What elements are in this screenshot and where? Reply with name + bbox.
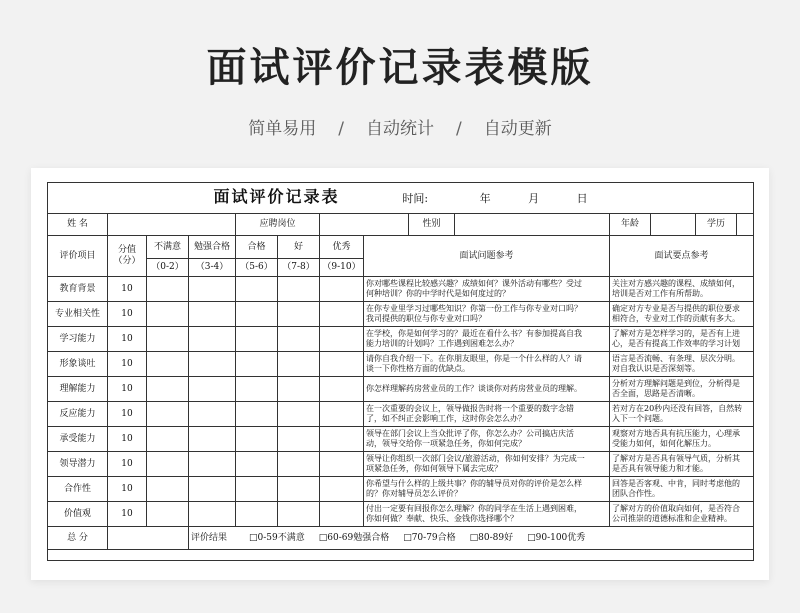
text-line: 受能力如何，如何化解压力。: [612, 439, 716, 448]
rating-cell-good[interactable]: [278, 377, 320, 402]
item-name: 合作性: [48, 477, 108, 502]
text-line: 你如何做？奉献、快乐、金钱你选择哪个？: [366, 514, 518, 523]
item-question: [364, 402, 610, 427]
table-row: [48, 452, 754, 477]
rating-cell-unsatisfied[interactable]: [147, 427, 189, 452]
table-row: [48, 352, 754, 377]
item-points: [610, 477, 754, 502]
text-line: 分析对方理解问题是到位，分析得是: [612, 379, 740, 388]
table-row: [48, 427, 754, 452]
header-level: 优秀: [320, 236, 364, 259]
text-line: 我司提供的职位与你专业对口吗？: [366, 314, 486, 323]
rating-cell-qualified[interactable]: [236, 502, 278, 527]
item-score: 10: [108, 352, 147, 377]
form-sheet: [31, 168, 769, 580]
item-score: 10: [108, 277, 147, 302]
header-item: 评价项目: [48, 236, 108, 277]
item-name: 承受能力: [48, 427, 108, 452]
rating-cell-excellent[interactable]: [320, 302, 364, 327]
item-score: 10: [108, 477, 147, 502]
text-line: 公司推崇的道德标准和企业精神。: [612, 514, 732, 523]
page-title: 面试评价记录表模版: [206, 45, 594, 91]
text-line: 何种培训？你的中学时代是如何度过的？: [366, 289, 510, 298]
item-points: [610, 352, 754, 377]
rating-cell-qualified[interactable]: [236, 302, 278, 327]
result-cell: [189, 527, 754, 550]
item-question: [364, 427, 610, 452]
rating-cell-unsatisfied[interactable]: [147, 402, 189, 427]
item-question: [364, 377, 610, 402]
table-row: [48, 377, 754, 402]
rating-cell-barely[interactable]: [189, 502, 236, 527]
result-checkbox[interactable]: □70-79合格: [403, 532, 456, 543]
item-score: 10: [108, 377, 147, 402]
rating-cell-barely[interactable]: [189, 277, 236, 302]
text-line: 确定对方专业是否与提供的职位要求: [612, 304, 740, 313]
feature-tag: 简单易用: [248, 119, 317, 139]
header-level: 不满意: [147, 236, 189, 259]
name-input[interactable]: [108, 214, 236, 236]
text-line: 你希望与什么样的上级共事？你的辅导员对你的评价是怎么样: [366, 479, 582, 488]
item-score: 10: [108, 502, 147, 527]
header-score: 分值（分）: [108, 236, 147, 277]
text-line: 相符合，专业对工作的贡献有多大。: [612, 314, 740, 323]
result-checkbox[interactable]: □90-100优秀: [527, 532, 586, 543]
text-line: 关注对方感兴趣的课程、成绩如何，: [612, 279, 740, 288]
text-line: 项紧急任务，你如何领导下属去完成？: [366, 464, 502, 473]
text-line: 了解对方是怎样学习的，是否有上进: [612, 329, 740, 338]
item-question: [364, 477, 610, 502]
rating-cell-good[interactable]: [278, 352, 320, 377]
rating-cell-barely[interactable]: [189, 327, 236, 352]
item-points: [610, 502, 754, 527]
rating-cell-barely[interactable]: [189, 302, 236, 327]
tag-separator: /: [456, 119, 462, 139]
item-name: 形象谈吐: [48, 352, 108, 377]
item-score: 10: [108, 402, 147, 427]
item-score: 10: [108, 327, 147, 352]
rating-cell-excellent[interactable]: [320, 352, 364, 377]
rating-cell-excellent[interactable]: [320, 277, 364, 302]
education-input[interactable]: [737, 214, 753, 235]
result-checkbox[interactable]: □80-89好: [469, 532, 514, 543]
education-label: 学历: [696, 214, 737, 235]
month-label: 月: [528, 191, 540, 205]
rating-cell-qualified[interactable]: [236, 327, 278, 352]
text-line: 付出一定要有回报你怎么理解？你的同学在生活上遇到困难，: [366, 504, 582, 513]
rating-cell-good[interactable]: [278, 402, 320, 427]
rating-cell-unsatisfied[interactable]: [147, 502, 189, 527]
rating-cell-excellent[interactable]: [320, 402, 364, 427]
header-range: （7-8）: [278, 259, 320, 277]
text-line: 你怎样理解药房营业员的工作？谈谈你对药房营业员的理解。: [366, 384, 582, 393]
rating-cell-qualified[interactable]: [236, 402, 278, 427]
rating-cell-unsatisfied[interactable]: [147, 327, 189, 352]
rating-cell-excellent[interactable]: [320, 477, 364, 502]
rating-cell-qualified[interactable]: [236, 477, 278, 502]
rating-cell-qualified[interactable]: [236, 277, 278, 302]
result-checkbox[interactable]: □60-69勉强合格: [318, 532, 390, 543]
rating-cell-excellent[interactable]: [320, 452, 364, 477]
text-line: 了，如不纠正会影响工作，这时你会怎么办？: [366, 414, 526, 423]
rating-cell-excellent[interactable]: [320, 427, 364, 452]
header-range: （9-10）: [320, 259, 364, 277]
header-range: （0-2）: [147, 259, 189, 277]
item-question: [364, 502, 610, 527]
text-line: 否全面，思路是否清晰。: [612, 389, 700, 398]
rating-cell-unsatisfied[interactable]: [147, 352, 189, 377]
text-line: 团队合作性。: [612, 489, 660, 498]
text-line: 若对方在20秒内还没有回答，自然转: [612, 404, 743, 413]
table-row: [48, 402, 754, 427]
item-name: 教育背景: [48, 277, 108, 302]
age-label: 年龄: [610, 214, 651, 235]
rating-cell-excellent[interactable]: [320, 327, 364, 352]
item-points: [610, 277, 754, 302]
date-label: 时间:: [402, 191, 429, 205]
item-name: 理解能力: [48, 377, 108, 402]
feature-tag: 自动更新: [483, 119, 552, 139]
rating-cell-barely[interactable]: [189, 352, 236, 377]
position-label: 应聘岗位: [236, 214, 320, 236]
total-label: 总 分: [48, 527, 108, 550]
text-line: 请你自我介绍一下。在你朋友眼里，你是一个什么样的人？请: [366, 354, 582, 363]
text-line: 你对哪些课程比较感兴趣？成绩如何？课外活动有哪些？受过: [366, 279, 582, 288]
feature-tags: [0, 114, 800, 139]
text-line: 谈一下你性格方面的优缺点。: [366, 364, 470, 373]
rating-cell-qualified[interactable]: [236, 452, 278, 477]
gender-label: 性别: [422, 219, 441, 229]
rating-cell-good[interactable]: [278, 302, 320, 327]
header-question: 面试问题参考: [364, 236, 610, 277]
header-points: 面试要点参考: [610, 236, 754, 277]
rating-cell-excellent[interactable]: [320, 502, 364, 527]
header-range: （5-6）: [236, 259, 278, 277]
item-name: 反应能力: [48, 402, 108, 427]
item-points: [610, 427, 754, 452]
text-line: 了解对方的价值取向如何，是否符合: [612, 504, 740, 513]
form-title-cell: [48, 183, 754, 214]
table-row: [48, 477, 754, 502]
text-line: 语言是否流畅、有条理、层次分明。: [612, 354, 740, 363]
rating-cell-good[interactable]: [278, 327, 320, 352]
form-title: 面试评价记录表: [213, 186, 340, 206]
item-question: [364, 327, 610, 352]
text-line: 的？你对辅导员怎么评价？: [366, 489, 462, 498]
position-input[interactable]: [320, 214, 409, 235]
rating-cell-good[interactable]: [278, 277, 320, 302]
item-name: 学习能力: [48, 327, 108, 352]
age-input[interactable]: [651, 214, 696, 235]
text-line: 在学校，你是如何学习的？最近在看什么书？有参加提高自我: [366, 329, 582, 338]
rating-cell-barely[interactable]: [189, 402, 236, 427]
rating-cell-barely[interactable]: [189, 477, 236, 502]
rating-cell-unsatisfied[interactable]: [147, 377, 189, 402]
text-line: 动，领导交给你一项紧急任务，你如何完成？: [366, 439, 526, 448]
empty-row: [48, 550, 754, 561]
header-level: 合格: [236, 236, 278, 259]
rating-cell-good[interactable]: [278, 427, 320, 452]
rating-cell-barely[interactable]: [189, 377, 236, 402]
item-name: 领导潜力: [48, 452, 108, 477]
text-line: 领导在部门会议上当众批评了你，你怎么办？公司搞店庆活: [366, 429, 574, 438]
empty-cell: [48, 550, 754, 561]
item-question: [364, 352, 610, 377]
item-score: 10: [108, 302, 147, 327]
item-points: [610, 452, 754, 477]
item-question: [364, 452, 610, 477]
rating-cell-good[interactable]: [278, 502, 320, 527]
table-row: [48, 327, 754, 352]
gender-input[interactable]: [454, 214, 609, 235]
text-line: 观察对方地否具有抗压能力，心理承: [612, 429, 740, 438]
item-score: 10: [108, 427, 147, 452]
item-question: [364, 302, 610, 327]
rating-cell-unsatisfied[interactable]: [147, 302, 189, 327]
item-name: 专业相关性: [48, 302, 108, 327]
tag-separator: /: [338, 119, 344, 139]
item-name: 价值观: [48, 502, 108, 527]
rating-cell-unsatisfied[interactable]: [147, 277, 189, 302]
item-question: [364, 277, 610, 302]
item-points: [610, 327, 754, 352]
item-score: 10: [108, 452, 147, 477]
text-line: 在一次重要的会议上，领导做报告时将一个重要的数字念错: [366, 404, 574, 413]
info-cell-right: [610, 214, 754, 236]
result-checkbox[interactable]: □0-59不满意: [249, 532, 305, 543]
text-line: 在你专业里学习过哪些知识？你第一份工作与你专业对口吗？: [366, 304, 582, 313]
text-line: 了解对方是否具有领导气质，分析其: [612, 454, 740, 463]
text-line: 是否具有领导能力和才能。: [612, 464, 708, 473]
rating-cell-qualified[interactable]: [236, 352, 278, 377]
table-row: [48, 502, 754, 527]
header-range: （3-4）: [189, 259, 236, 277]
text-line: 领导让你组织一次部门会议/旅游活动，你如何安排？为完成一: [366, 454, 585, 463]
info-cell: [320, 214, 610, 236]
rating-cell-good[interactable]: [278, 452, 320, 477]
rating-cell-good[interactable]: [278, 477, 320, 502]
result-label: 评价结果: [191, 532, 228, 543]
day-label: 日: [576, 191, 588, 205]
table-row: [48, 277, 754, 302]
item-points: [610, 302, 754, 327]
rating-cell-unsatisfied[interactable]: [147, 477, 189, 502]
text-line: 回答是否客观、中肯，同时考虑他的: [612, 479, 740, 488]
evaluation-table: [47, 182, 754, 561]
total-input[interactable]: [108, 527, 189, 550]
rating-cell-barely[interactable]: [189, 452, 236, 477]
rating-cell-unsatisfied[interactable]: [147, 452, 189, 477]
date-field: [402, 192, 587, 205]
header-level: 勉强合格: [189, 236, 236, 259]
rating-cell-qualified[interactable]: [236, 427, 278, 452]
rating-cell-qualified[interactable]: [236, 377, 278, 402]
text-line: 入下一个问题。: [612, 414, 668, 423]
text-line: 能力培训的计划吗？工作遇到困难怎么办？: [366, 339, 518, 348]
text-line: 心，是否有提高工作效率的学习计划: [612, 339, 740, 348]
table-row: [48, 302, 754, 327]
rating-cell-barely[interactable]: [189, 427, 236, 452]
text-line: 对自我认识是否深刻等。: [612, 364, 700, 373]
year-label: 年: [479, 191, 491, 205]
name-label: 姓 名: [48, 214, 108, 236]
text-line: 培训是否对工作有所帮助。: [612, 289, 708, 298]
item-points: [610, 402, 754, 427]
total-row: [48, 527, 754, 550]
feature-tag: 自动统计: [366, 119, 434, 139]
item-points: [610, 377, 754, 402]
rating-cell-excellent[interactable]: [320, 377, 364, 402]
header-level: 好: [278, 236, 320, 259]
